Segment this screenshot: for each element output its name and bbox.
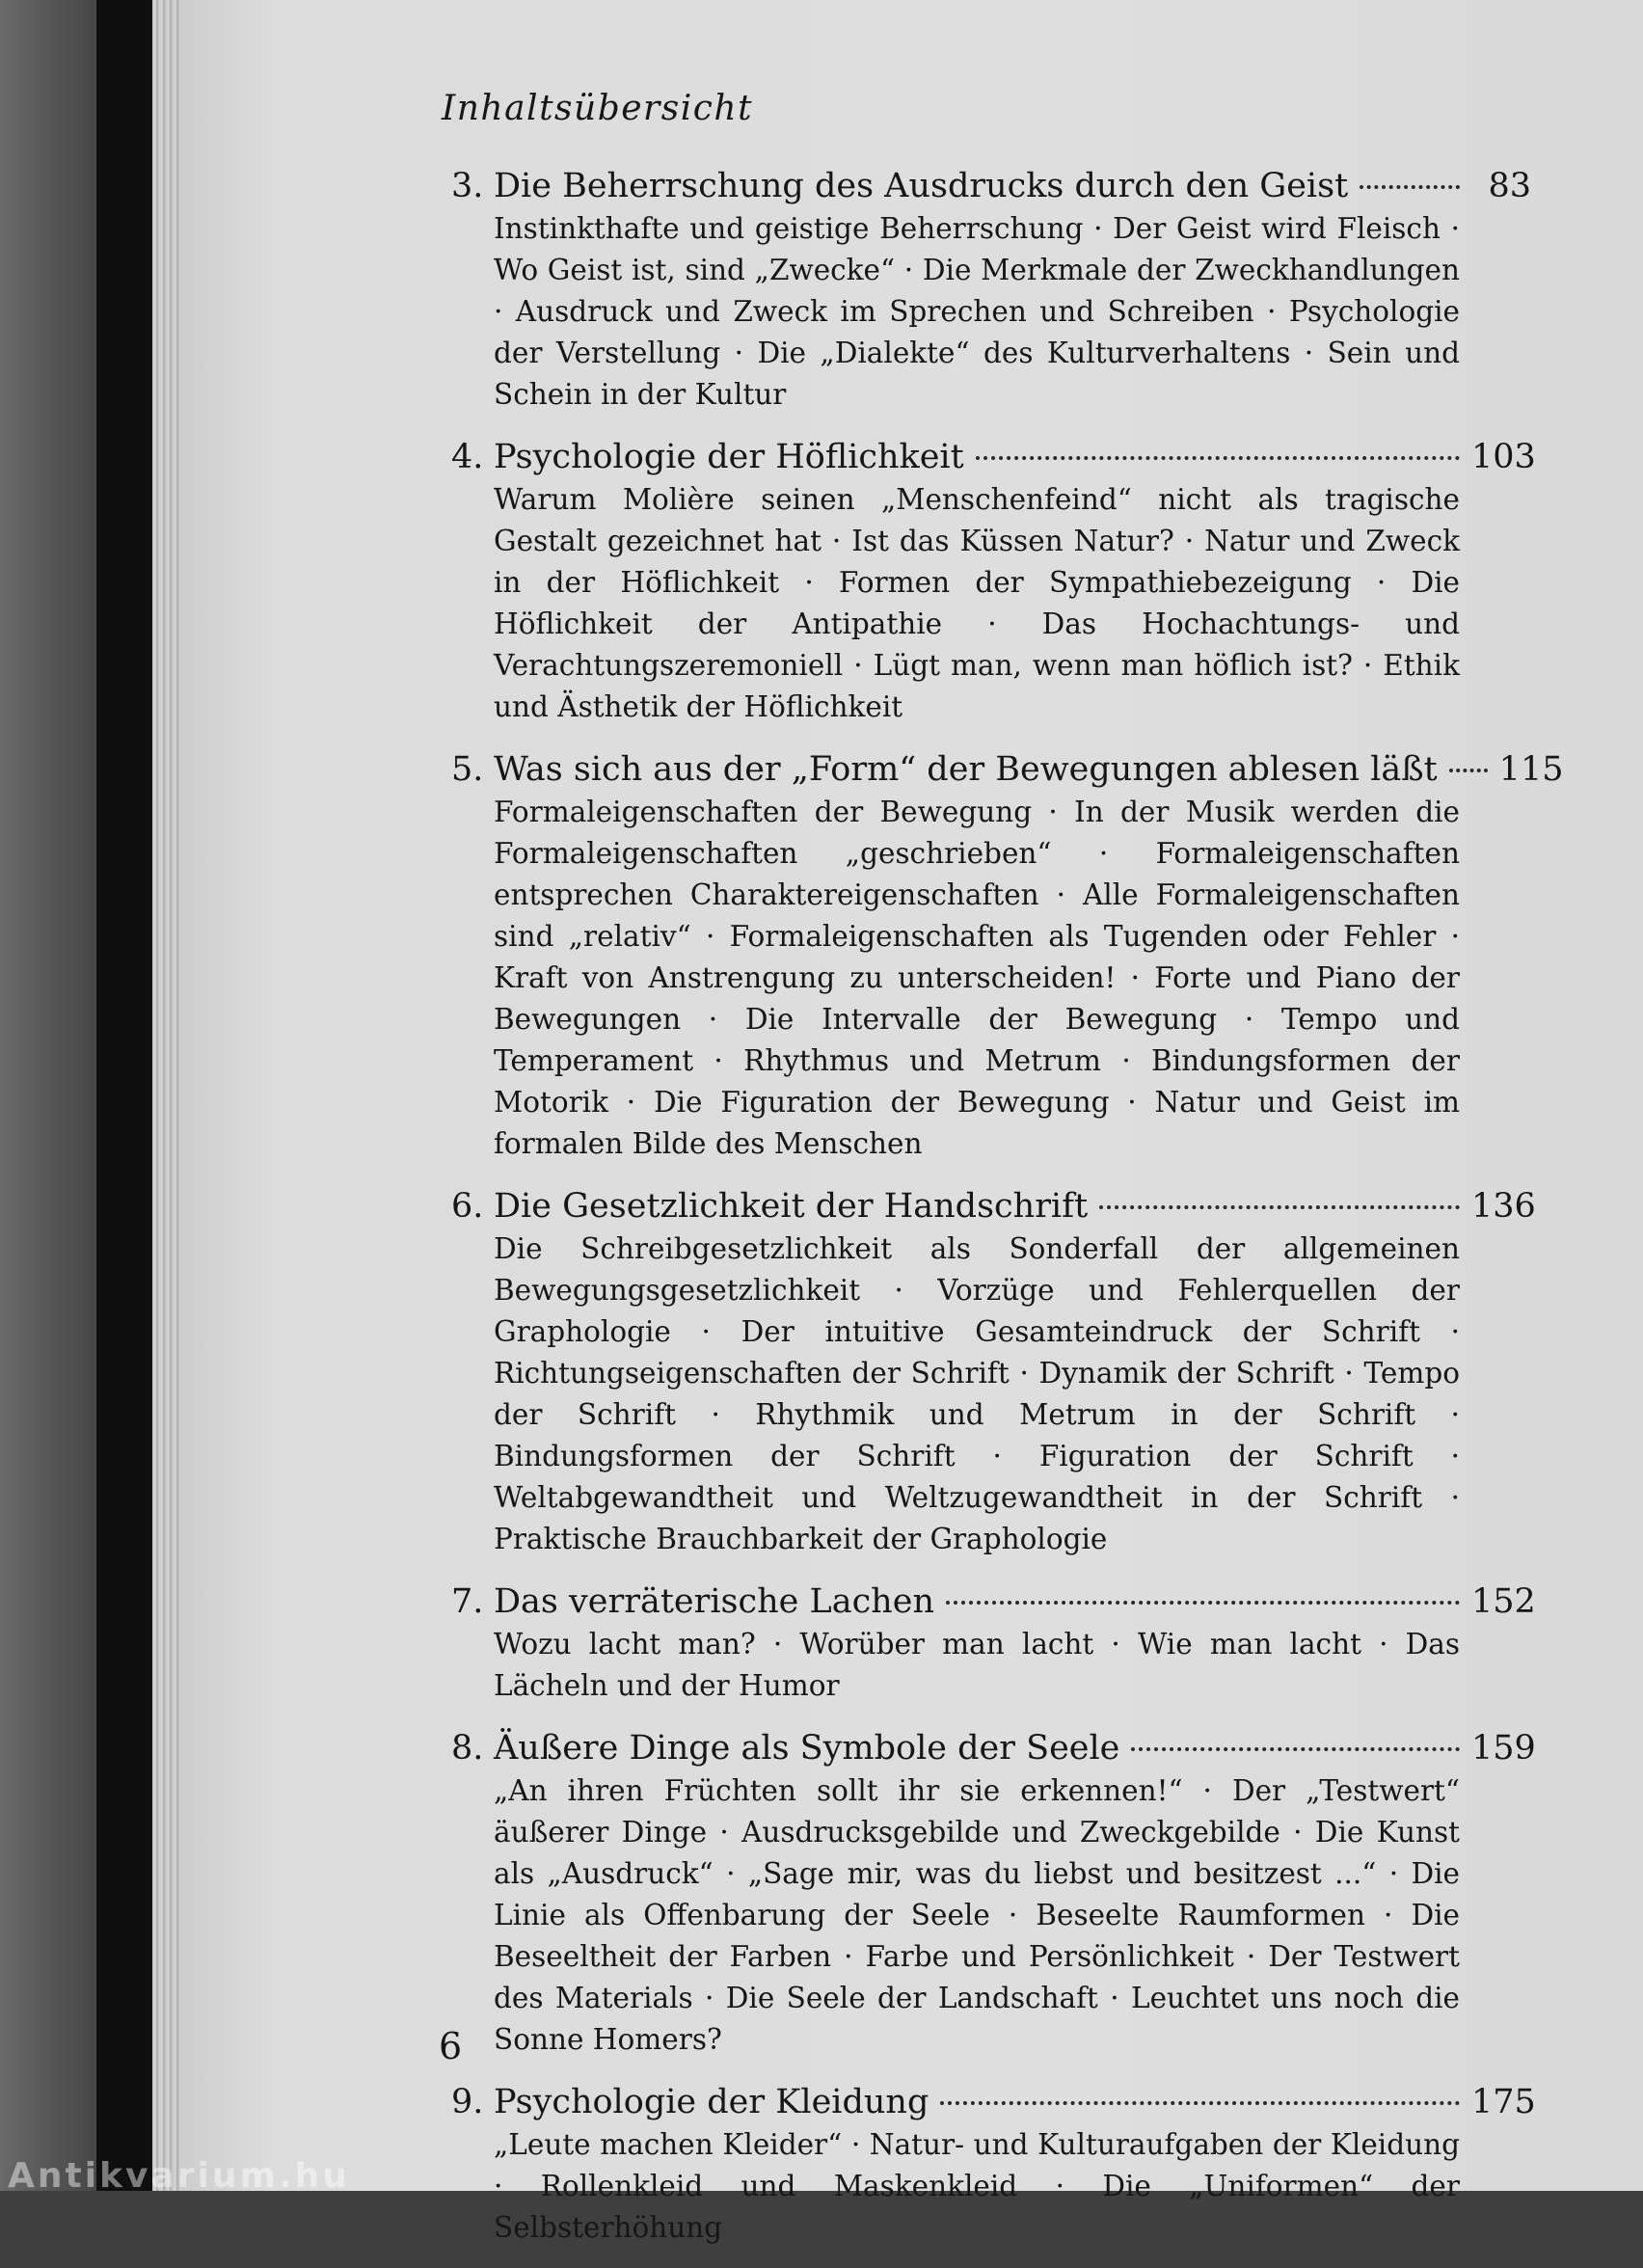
toc-entry-heading [451,1726,1536,1770]
chapter-page: 115 [1498,750,1564,789]
toc-entry-heading [451,2080,1536,2124]
chapter-number: 7. [451,1582,484,1621]
chapter-title: Das verräterische Lachen [494,1582,934,1621]
chapter-page: 103 [1471,438,1536,476]
page-number: 6 [439,2025,463,2067]
book-spine-shadow [0,0,96,2191]
toc-entry-heading [451,1184,1536,1228]
dot-leader [946,1601,1460,1605]
chapter-summary: Warum Molière seinen „Menschenfeind“ nicht als tragische Gestalt gezeichnet hat · Ist das Küssen Natur? · Natur und Zweck in der Höflichkeit · Formen der Sympathiebezeigung · Die Höflichkeit der Antipathie · Das Hochachtungs- und Verachtungszeremoniell · Lügt man, wenn man höflich ist? · Ethik und Ästhetik der Höflichkeit [494,483,1460,723]
chapter-title: Die Beherrschung des Ausdrucks durch den Geist [494,167,1349,205]
dot-leader [1449,769,1488,772]
chapter-title: Was sich aus der „Form“ der Bewegungen ablesen läßt [494,750,1438,789]
watermark: Antikvarium.hu [8,2156,350,2196]
chapter-summary: Formaleigenschaften der Bewegung · In der Musik werden die Formaleigenschaften „geschrieben“ · Formaleigenschaften entsprechen Charaktereigenschaften · Alle Formaleigenschaften sind „relativ“ · Formaleigenschaften als Tugenden oder Fehler · Kraft von Anstrengung zu unterscheiden! · Forte und Piano der Bewegungen · Die Intervalle der Bewegung · Tempo und Temperament · Rhythmus und Metrum · Bindungsformen der Motorik · Die Figuration der Bewegung · Natur und Geist im formalen Bilde des Menschen [494,796,1460,1160]
chapter-number: 9. [451,2083,484,2121]
dot-leader [940,2101,1460,2105]
chapter-title: Äußere Dinge als Symbole der Seele [494,1729,1120,1768]
chapter-number: 3. [451,167,484,205]
chapter-summary: Die Schreibgesetzlichkeit als Sonderfall der allgemeinen Bewegungsgesetzlichkeit · Vorzüge und Fehlerquellen der Graphologie · Der intuitive Gesamteindruck der Schrift · Richtungseigenschaften der Schrift · Dynamik der Schrift · Tempo der Schrift · Rhythmik und Metrum in der Schrift · Bindungsformen der Schrift · Figuration der Schrift · Weltabgewandtheit und Weltzugewandtheit in der Schrift · Praktische Brauchbarkeit der Graphologie [494,1232,1460,1555]
page-title: Inhaltsübersicht [442,89,754,128]
dot-leader [1131,1747,1460,1751]
toc-entry-6 [451,1184,1536,1560]
chapter-number: 6. [451,1187,484,1226]
book-binding [96,0,152,2191]
page-edges [152,0,181,2191]
toc-entry-5 [451,747,1564,1165]
chapter-page: 159 [1471,1729,1536,1768]
dot-leader [1360,185,1460,189]
toc-entry-7 [451,1580,1536,1707]
toc-entry-heading [451,164,1531,208]
chapter-title: Die Gesetzlichkeit der Handschrift [494,1187,1089,1226]
chapter-summary: „Leute machen Kleider“ · Natur- und Kulturaufgaben der Kleidung · Rollenkleid und Maskenkleid · Die „Uniformen“ der Selbsterhöhung [494,2128,1460,2244]
chapter-number: 5. [451,750,484,789]
chapter-summary: Wozu lacht man? · Worüber man lacht · Wie man lacht · Das Lächeln und der Humor [494,1628,1460,1702]
toc-entry-4 [451,435,1536,728]
chapter-summary: Instinkthafte und geistige Beherrschung · Der Geist wird Fleisch · Wo Geist ist, sind „Zwecke“ · Die Merkmale der Zweckhandlungen · Ausdruck und Zweck im Sprechen und Schreiben · Psychologie der Verstellung · Die „Dialekte“ des Kulturverhaltens · Sein und Schein in der Kultur [494,212,1460,411]
chapter-title: Psychologie der Höflichkeit [494,438,964,476]
toc-entry-heading [451,435,1536,479]
toc-entry-heading [451,747,1564,792]
chapter-page: 83 [1488,167,1531,205]
toc-entry-8 [451,1726,1536,2061]
chapter-summary: „An ihren Früchten sollt ihr sie erkennen!“ · Der „Testwert“ äußerer Dinge · Ausdrucksgebilde und Zweckgebilde · Die Kunst als „Ausdruck“ · „Sage mir, was du liebst und besitzest ...“ · Die Linie als Offenbarung der Seele · Beseelte Raumformen · Die Beseeltheit der Farben · Farbe und Persönlichkeit · Der Testwert des Materials · Die Seele der Landschaft · Leuchtet uns noch die Sonne Homers? [494,1774,1460,2056]
chapter-page: 175 [1471,2083,1536,2121]
chapter-page: 152 [1471,1582,1536,1621]
toc-entry-9 [451,2080,1536,2249]
dot-leader [1099,1205,1460,1209]
chapter-title: Psychologie der Kleidung [494,2083,929,2121]
chapter-number: 8. [451,1729,484,1768]
dot-leader [976,456,1460,460]
table-of-contents [451,164,1564,2268]
chapter-number: 4. [451,438,484,476]
toc-entry-heading [451,1580,1536,1624]
toc-entry-3 [451,164,1531,416]
chapter-page: 136 [1471,1187,1536,1226]
